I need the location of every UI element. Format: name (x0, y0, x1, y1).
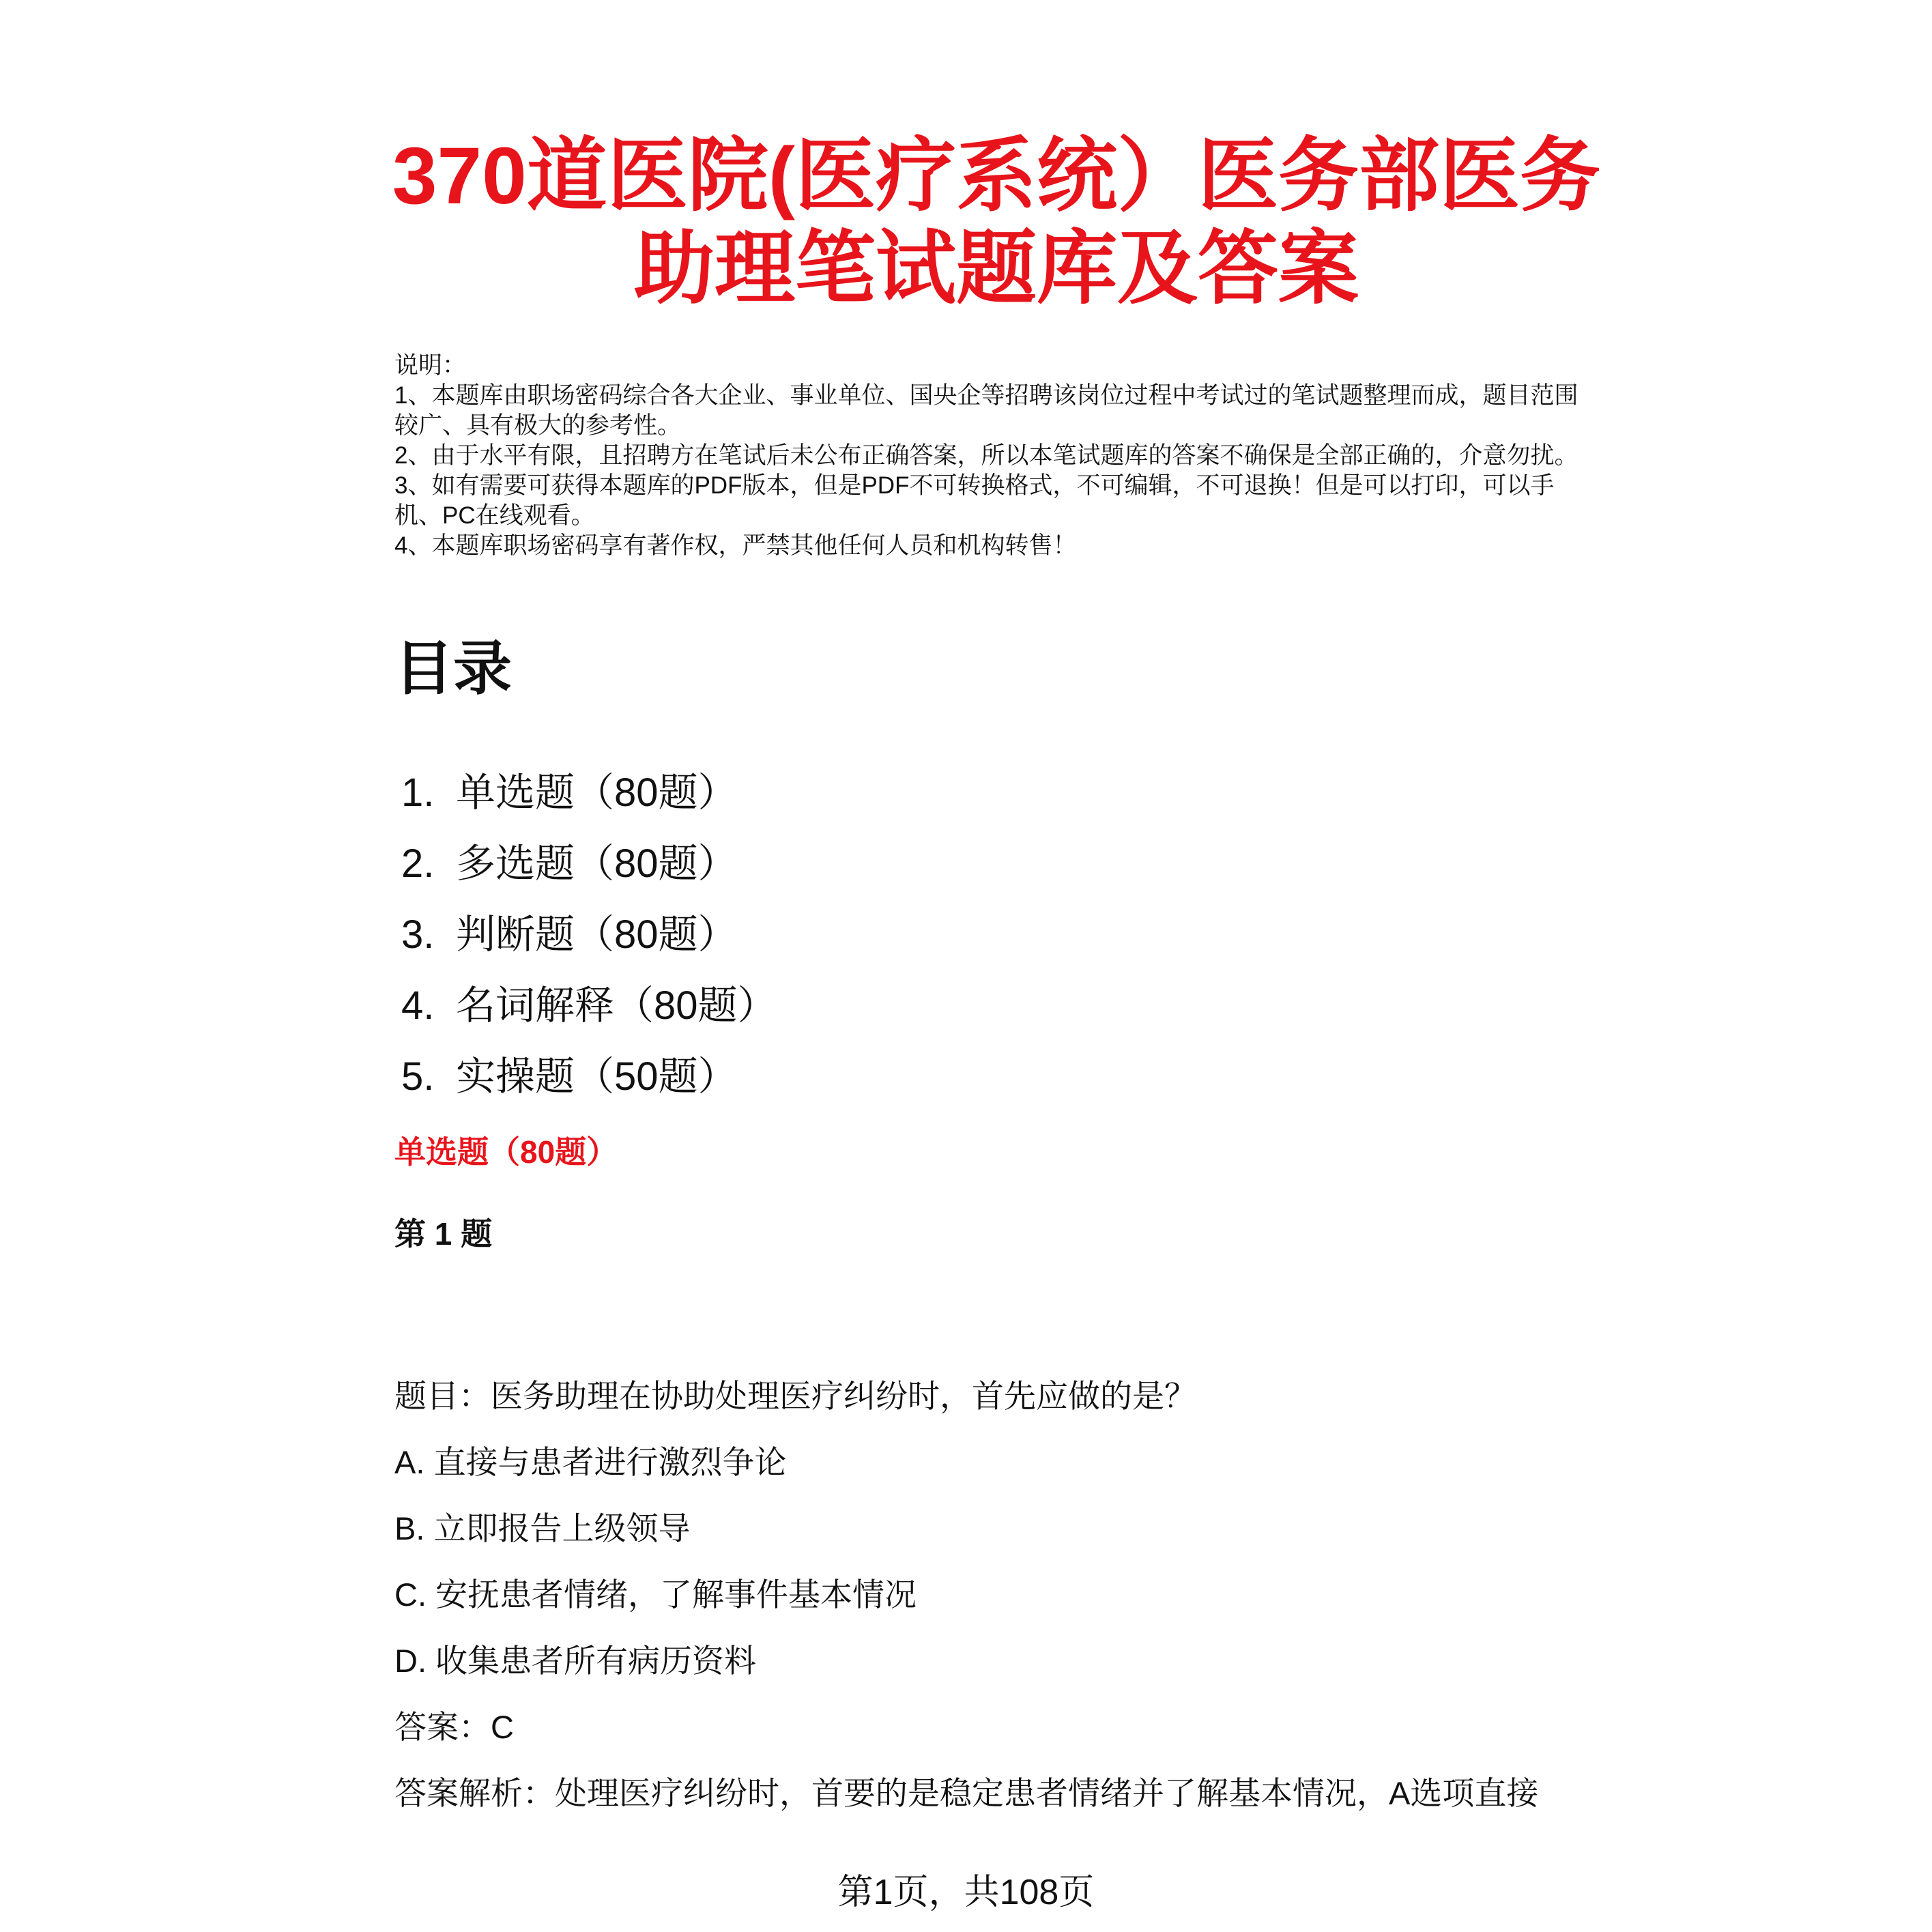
question-option-a: A. 直接与患者进行激烈争论 (394, 1444, 787, 1480)
note-item-4: 4、本题库职场密码享有著作权，严禁其他任何人员和机构转售！ (394, 532, 1077, 559)
question-answer: 答案：C (394, 1709, 514, 1745)
question-number-heading: 第 1 题 (394, 1216, 493, 1252)
toc-item-label: 多选题（80题） (456, 841, 738, 886)
toc-item-label: 单选题（80题） (456, 770, 738, 815)
question-option-d: D. 收集患者所有病历资料 (394, 1643, 757, 1679)
toc-item-number: 4. (401, 983, 435, 1028)
toc-item[interactable] (401, 970, 777, 1041)
toc-item-label: 实操题（50题） (456, 1054, 738, 1099)
toc-item-number: 5. (401, 1054, 435, 1099)
toc-item-number: 2. (401, 841, 435, 886)
question-option-c: C. 安抚患者情绪，了解事件基本情况 (394, 1576, 917, 1613)
toc-heading: 目录 (394, 636, 512, 702)
toc-item-number: 1. (401, 770, 435, 815)
question-block (394, 1376, 1596, 1839)
section-heading: 单选题（80题） (394, 1134, 618, 1170)
question-prompt: 题目：医务助理在协助处理医疗纠纷时，首先应做的是？ (394, 1378, 1196, 1414)
note-item-2: 2、由于水平有限，且招聘方在笔试后未公布正确答案，所以本笔试题库的答案不确保是全部正确的，介意勿扰。 (394, 442, 1578, 469)
toc-item[interactable] (401, 899, 777, 970)
toc-item[interactable] (401, 758, 777, 828)
question-option-b: B. 立即报告上级领导 (394, 1510, 691, 1546)
title-line-1: 370道医院(医疗系统）医务部医务 (392, 131, 1601, 221)
notes-block (394, 351, 1582, 561)
toc-item-number: 3. (401, 912, 435, 957)
toc-item[interactable] (401, 828, 777, 899)
note-item-1: 1、本题库由职场密码综合各大企业、事业单位、国央企等招聘该岗位过程中考试过的笔试题整理而成，题目范围较广、具有极大的参考性。 (394, 382, 1578, 439)
toc-item[interactable] (401, 1041, 777, 1112)
note-item-3: 3、如有需要可获得本题库的PDF版本，但是PDF不可转换格式，不可编辑，不可退换！但是可以打印，可以手机、PC在线观看。 (394, 472, 1555, 529)
document-title (382, 130, 1611, 315)
toc-item-label: 名词解释（80题） (456, 983, 777, 1028)
question-explanation: 答案解析：处理医疗纠纷时，首要的是稳定患者情绪并了解基本情况，A选项直接 (394, 1775, 1539, 1811)
page-footer: 第1页，共108页 (837, 1873, 1095, 1912)
table-of-contents (401, 758, 777, 1112)
title-line-2: 助理笔试题库及答案 (633, 224, 1359, 314)
notes-heading: 说明： (394, 352, 467, 379)
toc-item-label: 判断题（80题） (456, 912, 738, 957)
